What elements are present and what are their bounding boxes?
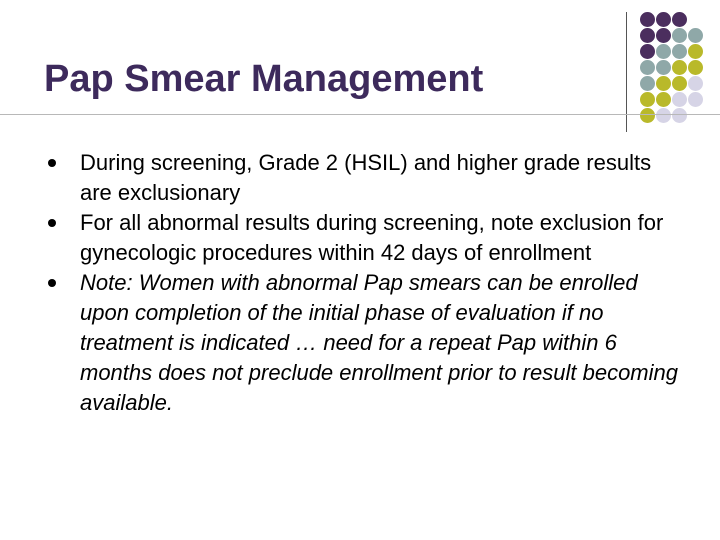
decorative-dot-grid	[640, 12, 720, 120]
decorative-dot	[656, 76, 671, 91]
bullet-list	[48, 148, 688, 418]
bullet-text: For all abnormal results during screening, note exclusion for gynecologic procedures within 42 days of enrollment	[80, 210, 664, 265]
decorative-dot	[656, 108, 671, 123]
bullet-text: Note: Women with abnormal Pap smears can be enrolled upon completion of the initial phase of evaluation if no treatment is indicated … need for a repeat Pap within 6 months does not preclude enrollment prior to result becoming available.	[80, 270, 678, 415]
decorative-dot	[640, 92, 655, 107]
decorative-dot	[656, 12, 671, 27]
slide-title: Pap Smear Management	[44, 58, 484, 100]
decorative-dot	[640, 12, 655, 27]
decorative-dot	[672, 108, 687, 123]
decorative-dot	[640, 44, 655, 59]
bullet-dot-icon	[48, 219, 56, 227]
bullet-item-note	[48, 268, 688, 418]
decorative-dot	[640, 76, 655, 91]
decorative-dot	[672, 60, 687, 75]
decorative-dot	[672, 28, 687, 43]
decorative-dot	[688, 28, 703, 43]
decorative-dot	[656, 92, 671, 107]
decorative-dot	[640, 108, 655, 123]
decorative-dot	[688, 76, 703, 91]
title-divider-line	[0, 114, 720, 115]
decorative-dot	[672, 44, 687, 59]
decorative-dot	[656, 44, 671, 59]
bullet-dot-icon	[48, 159, 56, 167]
decorative-dot	[688, 44, 703, 59]
decorative-dot	[656, 28, 671, 43]
bullet-item	[48, 208, 688, 268]
decorative-dot	[688, 60, 703, 75]
decorative-dot	[640, 60, 655, 75]
decorative-dot	[672, 76, 687, 91]
decorative-dot	[688, 92, 703, 107]
bullet-text: During screening, Grade 2 (HSIL) and higher grade results are exclusionary	[80, 150, 652, 205]
bullet-dot-icon	[48, 279, 56, 287]
decorative-dot	[672, 92, 687, 107]
decorative-dot	[640, 28, 655, 43]
bullet-item	[48, 148, 688, 208]
decorative-dot	[656, 60, 671, 75]
decorative-dot	[672, 12, 687, 27]
